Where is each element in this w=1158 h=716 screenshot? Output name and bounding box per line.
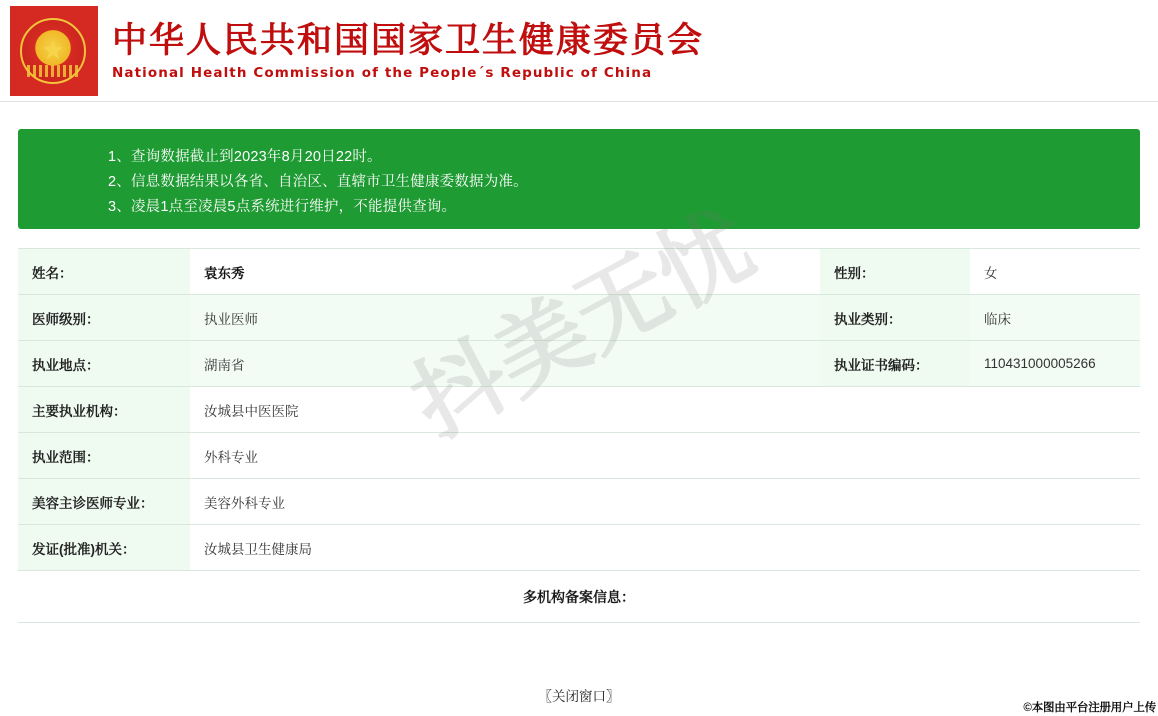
name-label: 姓名： [18,249,190,295]
practice-place-value: 湖南省 [190,341,820,387]
certificate-value: 110431000005266 [970,341,1140,387]
agency-title-en: National Health Commission of the People´s Republic of China [112,65,653,82]
institution-label: 主要执业机构： [18,387,190,433]
name-value: 袁东秀 [190,249,820,295]
issuer-label: 发证(批准)机关： [18,525,190,571]
institution-value: 汝城县中医医院 [190,387,1140,433]
notice-box [18,129,1140,229]
scope-value: 外科专业 [190,433,1140,479]
certificate-label: 执业证书编码： [820,341,970,387]
cosmetic-specialty-value: 美容外科专业 [190,479,1140,525]
gender-value: 女 [970,249,1140,295]
category-label: 执业类别： [820,295,970,341]
table-row [18,249,1140,295]
notice-line-1: 1、查询数据截止到2023年8月20日22时。 [108,149,382,165]
table-row [18,341,1140,387]
table-row [18,295,1140,341]
doctor-info-table [18,248,1140,623]
practice-place-label: 执业地点： [18,341,190,387]
table-row [18,387,1140,433]
page-header [0,0,1158,102]
national-emblem-icon [20,18,86,84]
notice-line-2: 2、信息数据结果以各省、自治区、直辖市卫生健康委数据为准。 [108,174,528,190]
agency-title-cn: 中华人民共和国国家卫生健康委员会 [112,20,705,61]
upload-credit-note: ©本图由平台注册用户上传 [1023,699,1156,715]
level-value: 执业医师 [190,295,820,341]
close-window-link[interactable]: 〖关闭窗口〗 [538,689,620,704]
cosmetic-specialty-label: 美容主诊医师专业： [18,479,190,525]
table-row [18,479,1140,525]
multi-institution-record-label: 多机构备案信息： [18,571,1140,623]
agency-banner [10,6,782,96]
gender-label: 性别： [820,249,970,295]
scope-label: 执业范围： [18,433,190,479]
table-row [18,571,1140,623]
table-row [18,525,1140,571]
category-value: 临床 [970,295,1140,341]
table-row [18,433,1140,479]
issuer-value: 汝城县卫生健康局 [190,525,1140,571]
notice-line-3: 3、凌晨1点至凌晨5点系统进行维护，不能提供查询。 [108,199,457,215]
agency-title-block [98,6,782,96]
level-label: 医师级别： [18,295,190,341]
